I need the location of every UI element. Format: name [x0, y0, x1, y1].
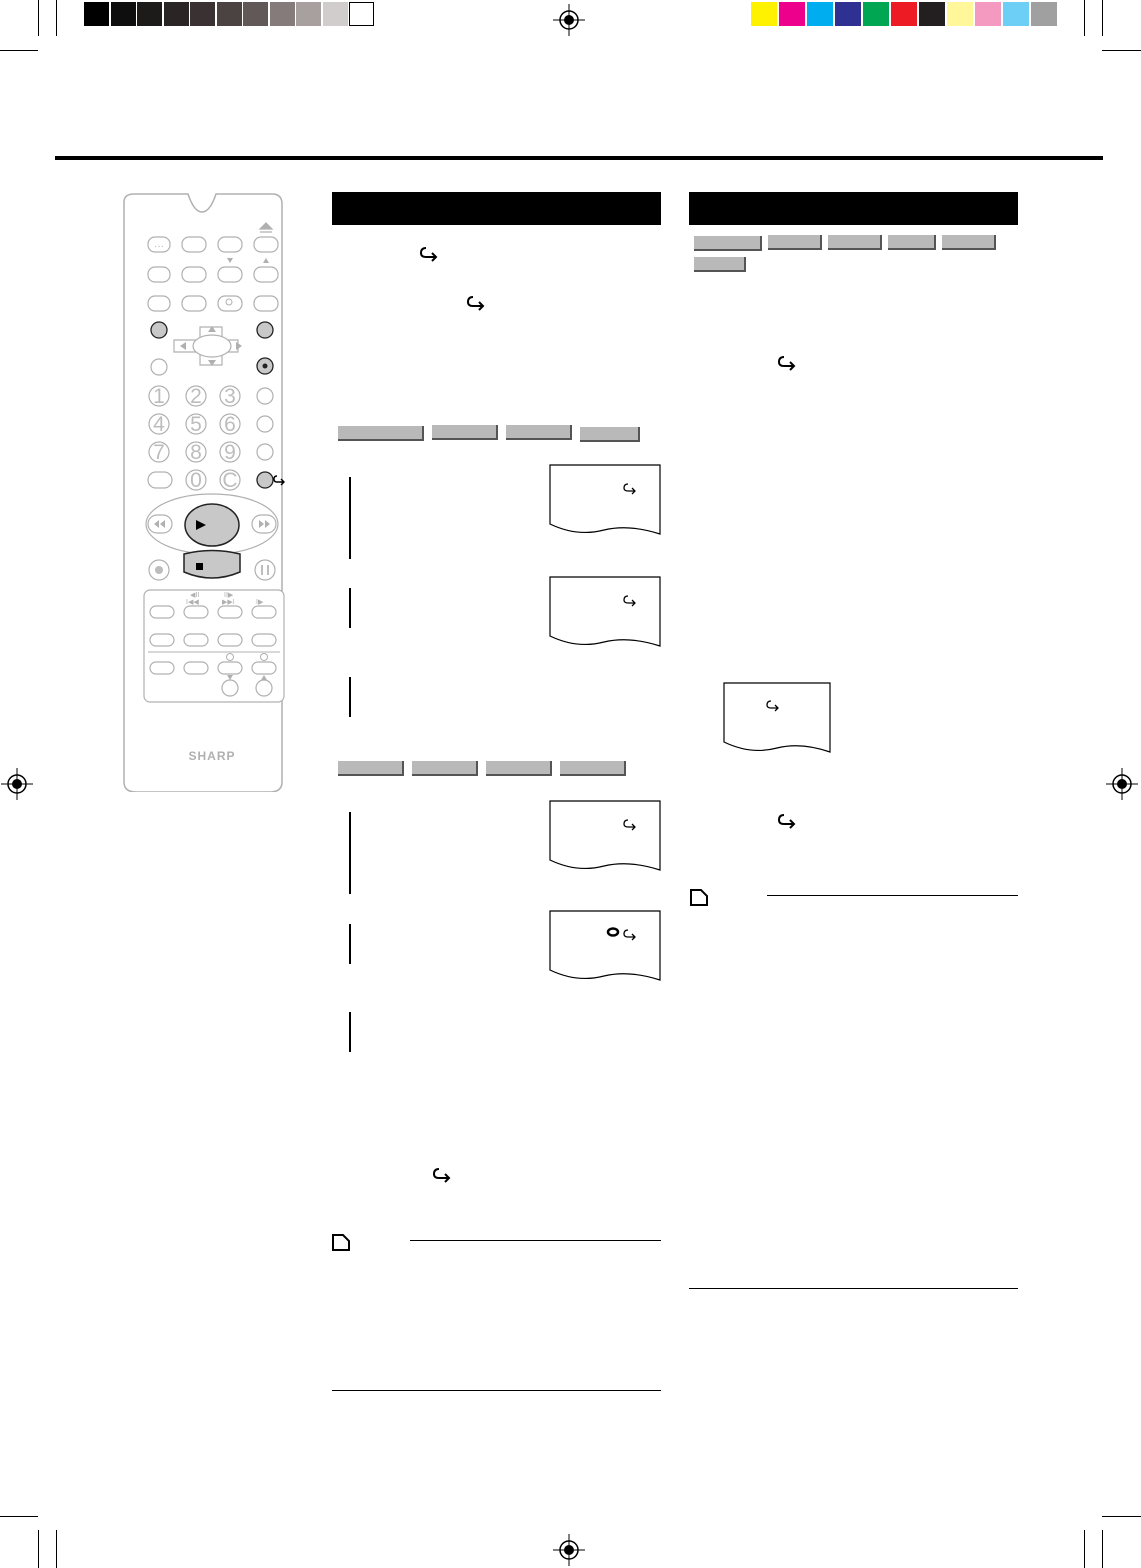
gray-swatch — [243, 2, 268, 26]
svg-text:II▶: II▶ — [224, 592, 234, 599]
ellipsis-icon: ··· — [154, 241, 164, 252]
process-color-swatch — [1031, 2, 1057, 26]
svg-text:◀II: ◀II — [190, 592, 200, 599]
digit-label: 8 — [190, 441, 202, 464]
osd-display — [549, 910, 661, 982]
highlighted-remote-button — [257, 322, 273, 338]
process-color-swatch — [1003, 2, 1029, 26]
disc-type-tag — [412, 761, 478, 776]
osd-display — [549, 800, 661, 872]
process-color-swatch — [891, 2, 917, 26]
gray-swatch — [164, 2, 189, 26]
digit-label: 2 — [190, 385, 202, 408]
process-color-swatch — [835, 2, 861, 26]
crop-mark — [56, 1530, 57, 1568]
stop-icon — [196, 563, 203, 570]
registration-mark-icon — [553, 1534, 585, 1566]
note-end-rule — [332, 1390, 661, 1391]
disc-type-tag — [828, 235, 882, 250]
crop-mark — [1102, 50, 1141, 51]
gray-swatch — [296, 2, 321, 26]
section-header-bar-left — [332, 192, 661, 225]
gray-swatch — [111, 2, 136, 26]
gray-swatch — [137, 2, 162, 26]
repeat-button — [257, 472, 273, 488]
process-color-swatch — [751, 2, 777, 26]
disc-type-tag — [432, 425, 498, 440]
crop-mark — [0, 1516, 38, 1517]
section-header-bar-right — [689, 192, 1018, 225]
remote-control — [118, 192, 304, 792]
repeat-icon — [776, 813, 798, 831]
page-header-rule — [55, 156, 1103, 160]
process-color-swatch — [975, 2, 1001, 26]
registration-mark-icon — [1, 768, 33, 800]
digit-label: 4 — [153, 413, 165, 436]
digit-label: 1 — [153, 385, 165, 408]
note-icon — [690, 889, 708, 906]
osd-display — [549, 464, 661, 536]
process-color-swatch — [807, 2, 833, 26]
disc-type-tag — [486, 761, 552, 776]
step-indicator — [349, 477, 351, 559]
gray-swatch — [190, 2, 215, 26]
crop-mark — [0, 50, 38, 51]
gray-swatch — [217, 2, 242, 26]
crop-mark — [1102, 1530, 1103, 1568]
crop-mark — [38, 0, 39, 36]
process-color-swatch — [779, 2, 805, 26]
highlighted-remote-button — [151, 322, 167, 338]
step-indicator — [349, 924, 351, 964]
step-indicator — [349, 677, 351, 717]
disc-type-tag — [560, 761, 626, 776]
disc-type-tag — [888, 235, 936, 250]
step-indicator — [349, 588, 351, 628]
repeat-icon — [431, 1167, 453, 1185]
crop-mark — [38, 1530, 39, 1568]
digit-label: 3 — [224, 385, 236, 408]
disc-type-tag — [694, 236, 762, 251]
disc-type-tag — [580, 427, 640, 442]
crop-mark — [56, 0, 57, 36]
svg-text:▶▶I: ▶▶I — [222, 599, 235, 606]
digit-label: C — [222, 469, 238, 492]
repeat-icon — [776, 355, 798, 373]
crop-mark — [1102, 0, 1103, 36]
osd-display — [549, 576, 661, 648]
crop-mark — [1102, 1516, 1141, 1517]
registration-mark-icon — [1106, 768, 1138, 800]
osd-display — [723, 682, 833, 754]
digit-label: 7 — [153, 441, 165, 464]
crop-mark — [1084, 1530, 1085, 1568]
note-end-rule — [689, 1288, 1018, 1289]
crop-mark — [1084, 0, 1085, 36]
brand-logo: SHARP — [188, 749, 236, 763]
digit-label: 9 — [224, 441, 236, 464]
repeat-icon — [418, 246, 440, 264]
disc-type-tag — [694, 257, 746, 272]
gray-swatch — [323, 2, 348, 26]
svg-text:I◀◀: I◀◀ — [186, 599, 199, 606]
note-rule — [767, 895, 1018, 896]
disc-type-tag — [768, 235, 822, 250]
gray-swatch — [349, 2, 374, 26]
digit-label: 6 — [224, 413, 236, 436]
disc-type-tag — [338, 426, 424, 441]
svg-text:I▶: I▶ — [256, 599, 264, 606]
process-color-swatch — [863, 2, 889, 26]
gray-swatch — [270, 2, 295, 26]
process-color-swatch — [919, 2, 945, 26]
registration-mark-icon — [553, 4, 585, 36]
disc-type-tag — [942, 235, 996, 250]
digit-label: 5 — [190, 413, 202, 436]
repeat-icon — [465, 295, 487, 313]
gray-swatch — [84, 2, 109, 26]
note-rule — [410, 1240, 661, 1241]
disc-type-tag — [338, 761, 404, 776]
digit-label: 0 — [190, 469, 202, 492]
step-indicator — [349, 1012, 351, 1052]
disc-type-tag — [506, 425, 572, 440]
step-indicator — [349, 812, 351, 894]
play-button — [185, 504, 239, 546]
note-icon — [332, 1234, 350, 1251]
process-color-swatch — [947, 2, 973, 26]
stop-button — [184, 551, 240, 579]
